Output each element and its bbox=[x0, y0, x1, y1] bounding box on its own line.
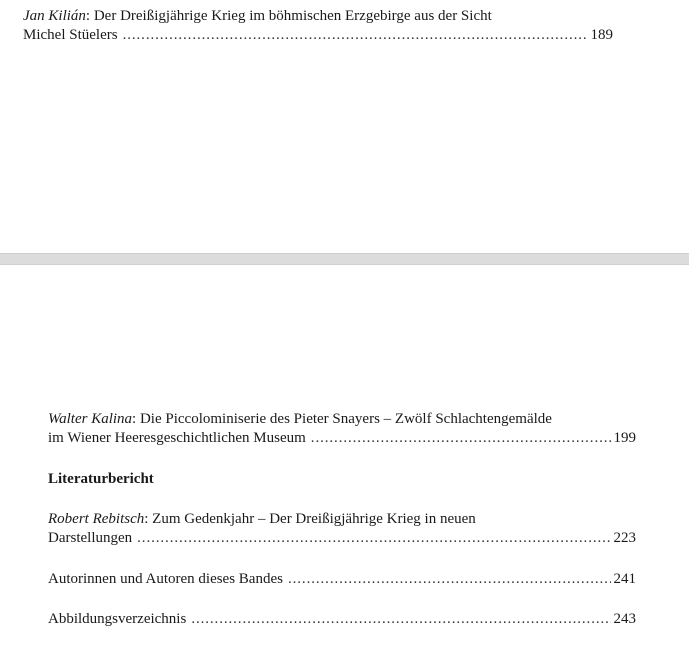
toc-entry-line bbox=[48, 429, 636, 448]
toc-entry-kalina bbox=[48, 410, 636, 448]
toc-author: Robert Rebitsch bbox=[48, 511, 145, 527]
toc-title: Abbildungsverzeichnis bbox=[48, 611, 187, 627]
toc-entry-line bbox=[48, 410, 636, 429]
page-separator bbox=[0, 253, 689, 265]
toc-entry-line bbox=[48, 610, 636, 629]
toc-page-number: 243 bbox=[613, 611, 636, 627]
toc-entry-autoren bbox=[48, 570, 636, 589]
dot-leader bbox=[191, 610, 610, 629]
toc-author: Walter Kalina bbox=[48, 411, 133, 427]
dot-leader bbox=[311, 429, 611, 448]
toc-entry-line bbox=[23, 26, 613, 45]
toc-title-continued: Darstellungen bbox=[48, 530, 133, 546]
toc-title: : Der Dreißigjährige Krieg im böhmischen Erzgebirge aus der Sicht bbox=[85, 8, 492, 24]
toc-page-number: 189 bbox=[590, 27, 613, 43]
dot-leader bbox=[288, 570, 611, 589]
toc-entry-kilian bbox=[23, 7, 613, 45]
page-bottom bbox=[0, 265, 689, 666]
toc-entry-line bbox=[48, 529, 636, 548]
toc-page-number: 241 bbox=[613, 571, 636, 587]
toc-entry-rebitsch bbox=[48, 510, 636, 548]
toc-title: : Die Piccolominiserie des Pieter Snayers – Zwölf Schlachtengemälde bbox=[132, 411, 552, 427]
toc-page-number: 223 bbox=[613, 530, 636, 546]
toc-author: Jan Kilián bbox=[23, 8, 86, 24]
toc-page-number: 199 bbox=[613, 430, 636, 446]
toc-entry-line bbox=[48, 570, 636, 589]
toc-entry-abbildungen bbox=[48, 610, 636, 629]
toc-title: : Zum Gedenkjahr – Der Dreißigjährige Krieg in neuen bbox=[144, 511, 476, 527]
toc-title: Autorinnen und Autoren dieses Bandes bbox=[48, 571, 283, 587]
dot-leader bbox=[123, 26, 588, 45]
toc-entry-line bbox=[23, 7, 613, 26]
toc-title-continued: im Wiener Heeresgeschichtlichen Museum bbox=[48, 430, 306, 446]
toc-section-heading: Literaturbericht bbox=[48, 471, 154, 487]
toc-title-continued: Michel Stüelers bbox=[23, 27, 118, 43]
dot-leader bbox=[137, 529, 610, 548]
toc-entry-line bbox=[48, 510, 636, 529]
